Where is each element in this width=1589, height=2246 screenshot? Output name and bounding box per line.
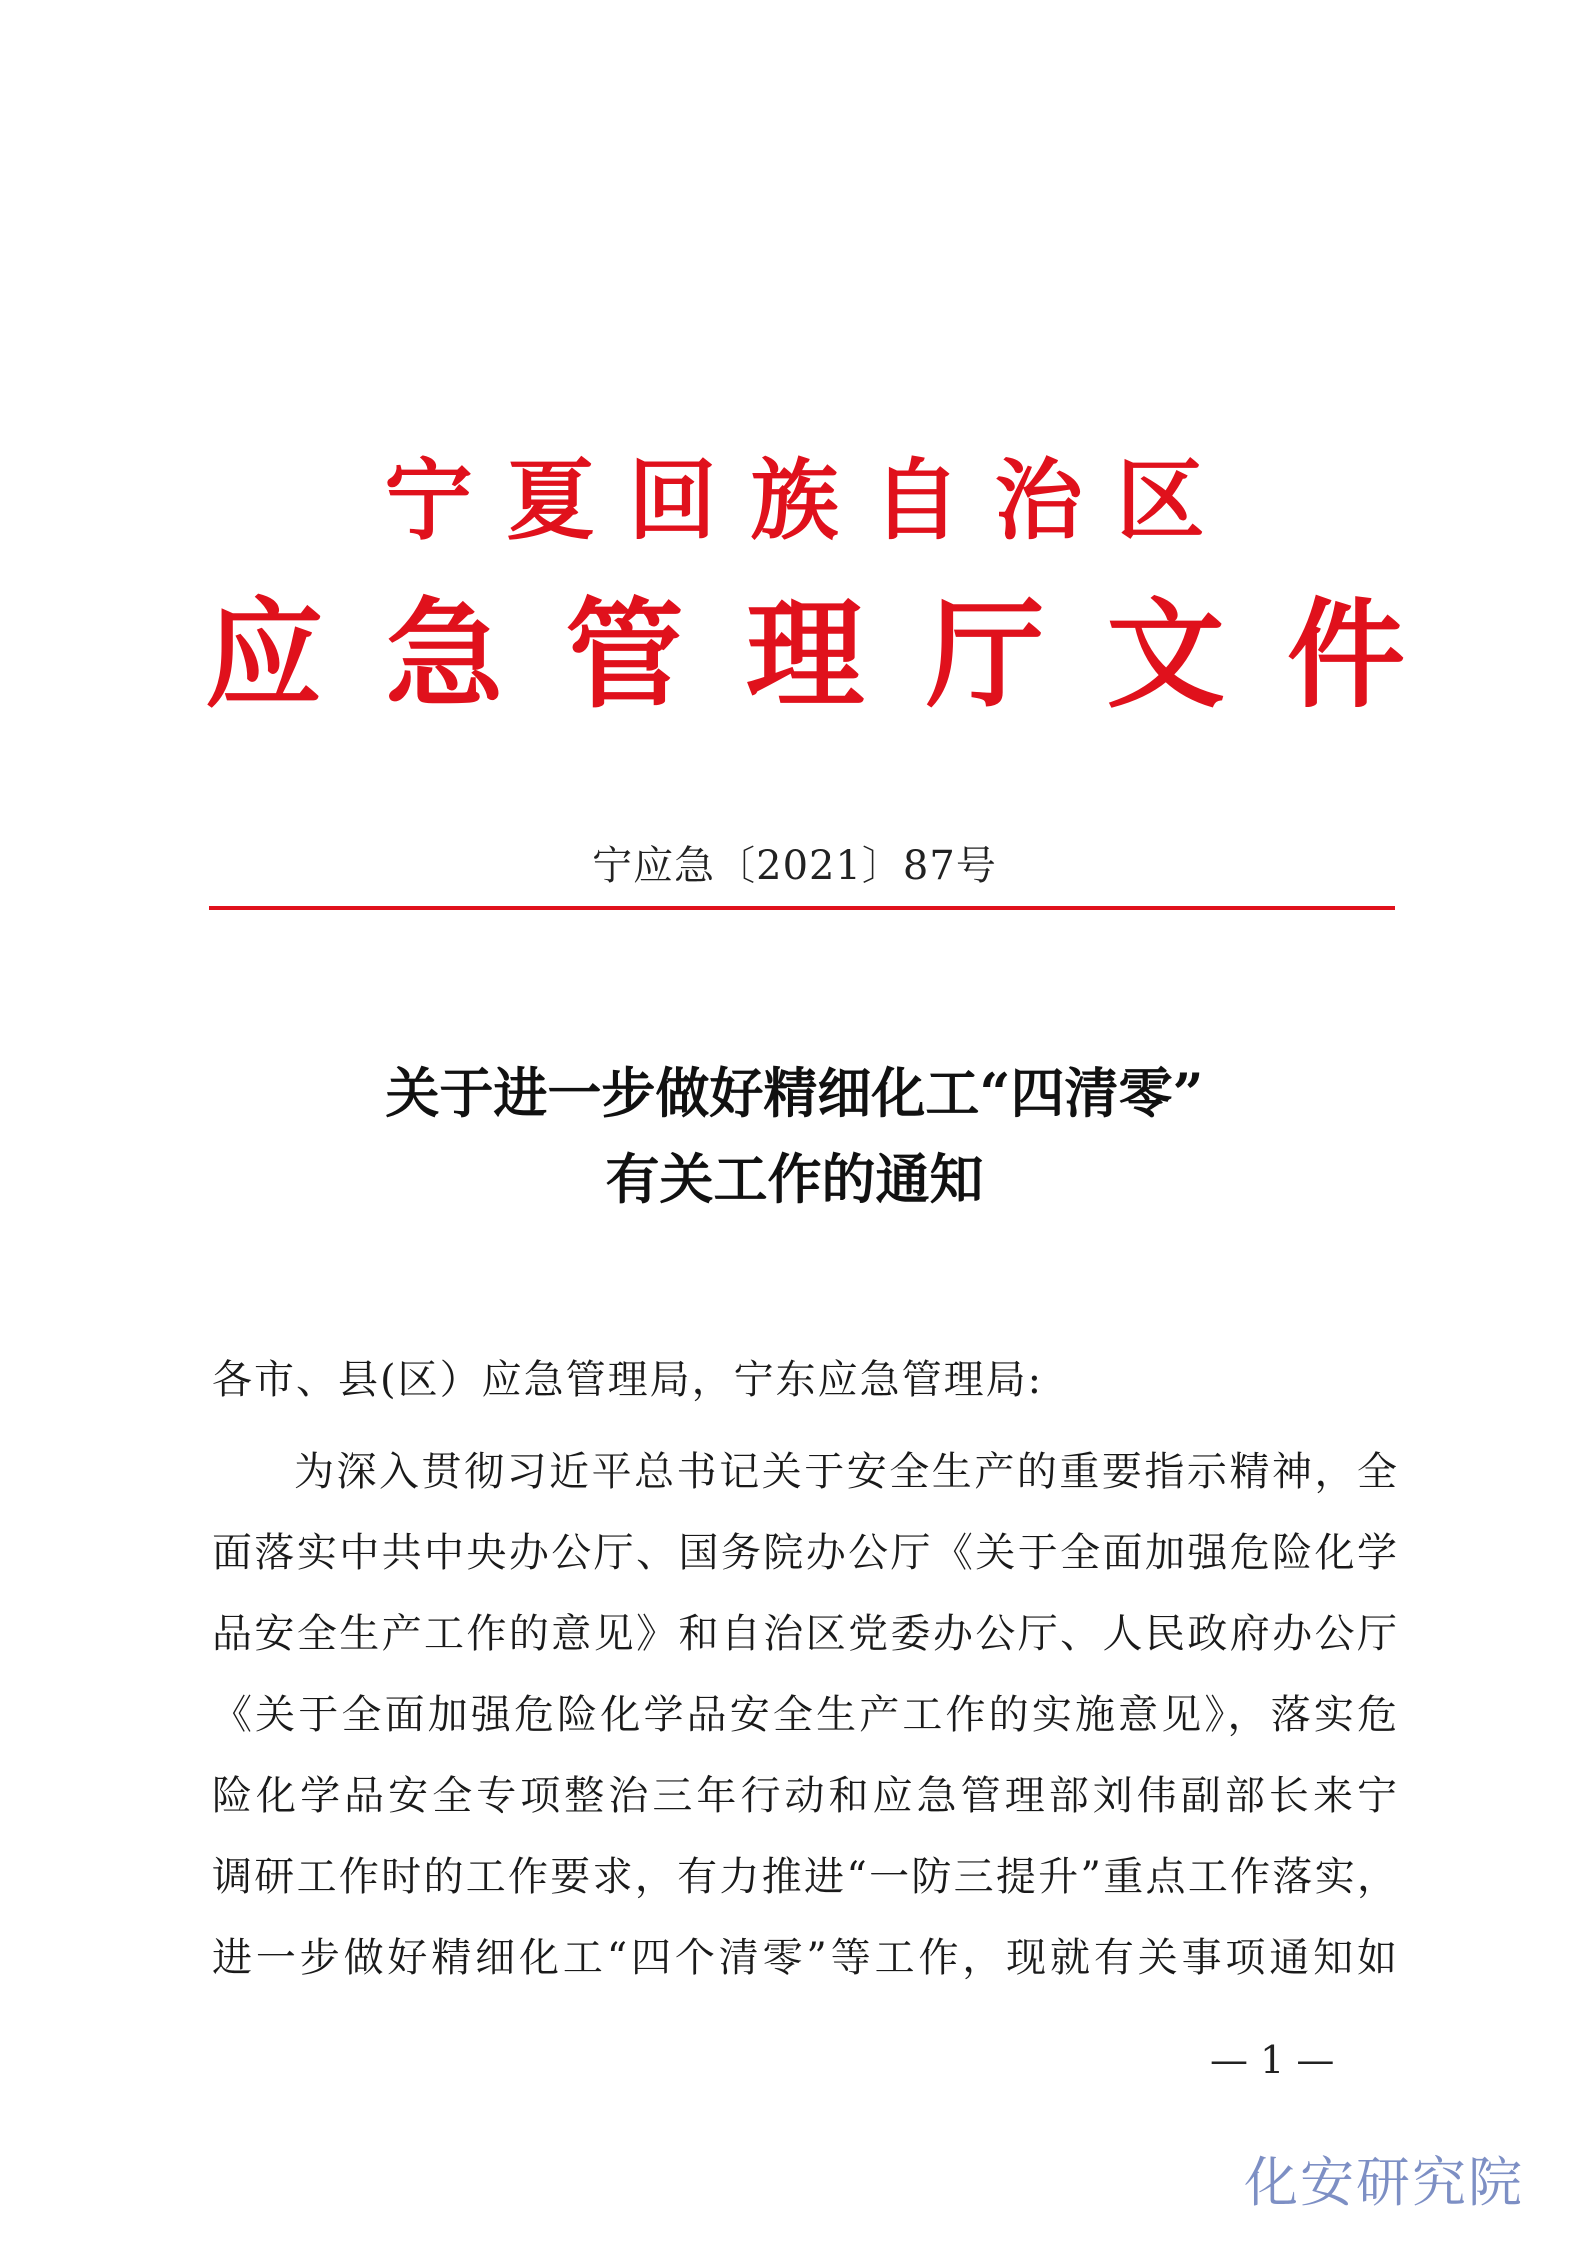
heading-char: 管 [565,585,684,724]
body-line: 调研工作时的工作要求，有力推进“一防三提升”重点工作落实， [212,1854,1398,1900]
heading-char: 件 [1286,585,1405,724]
body-line: 《关于全面加强危险化学品安全生产工作的实施意见》，落实危 [212,1692,1398,1738]
body-line: 品安全生产工作的意见》和自治区党委办公厅、人民政府办公厅 [212,1611,1398,1657]
page-number: — 1 — [1210,2038,1335,2082]
issuer-document-heading [205,585,1405,725]
watermark-text: 化安研究院 [1244,2151,1524,2214]
body-line: 险化学品安全专项整治三年行动和应急管理部刘伟副部长来宁 [212,1773,1398,1819]
issuer-region-heading: 宁夏回族自治区 [384,448,1239,552]
title-line: 有关工作的通知 [605,1147,984,1211]
heading-char: 厅 [926,585,1045,724]
salutation: 各市、县(区）应急管理局，宁东应急管理局: [212,1357,1044,1403]
body-line: 进一步做好精细化工“四个清零”等工作，现就有关事项通知如 [212,1935,1398,1981]
heading-char: 理 [745,585,864,724]
red-separator-line [209,906,1395,910]
document-title [0,1050,1589,1222]
body-line: 面落实中共中央办公厅、国务院办公厅《关于全面加强危险化学 [212,1530,1398,1576]
heading-char: 应 [205,585,324,724]
body-line: 为深入贯彻习近平总书记关于安全生产的重要指示精神，全 [294,1449,1398,1495]
title-line: 关于进一步做好精细化工“四清零” [385,1061,1204,1125]
body-paragraph [212,1432,1398,1999]
heading-char: 急 [385,585,504,724]
heading-char: 文 [1106,585,1225,724]
document-number: 宁应急〔2021〕87号 [592,843,997,889]
